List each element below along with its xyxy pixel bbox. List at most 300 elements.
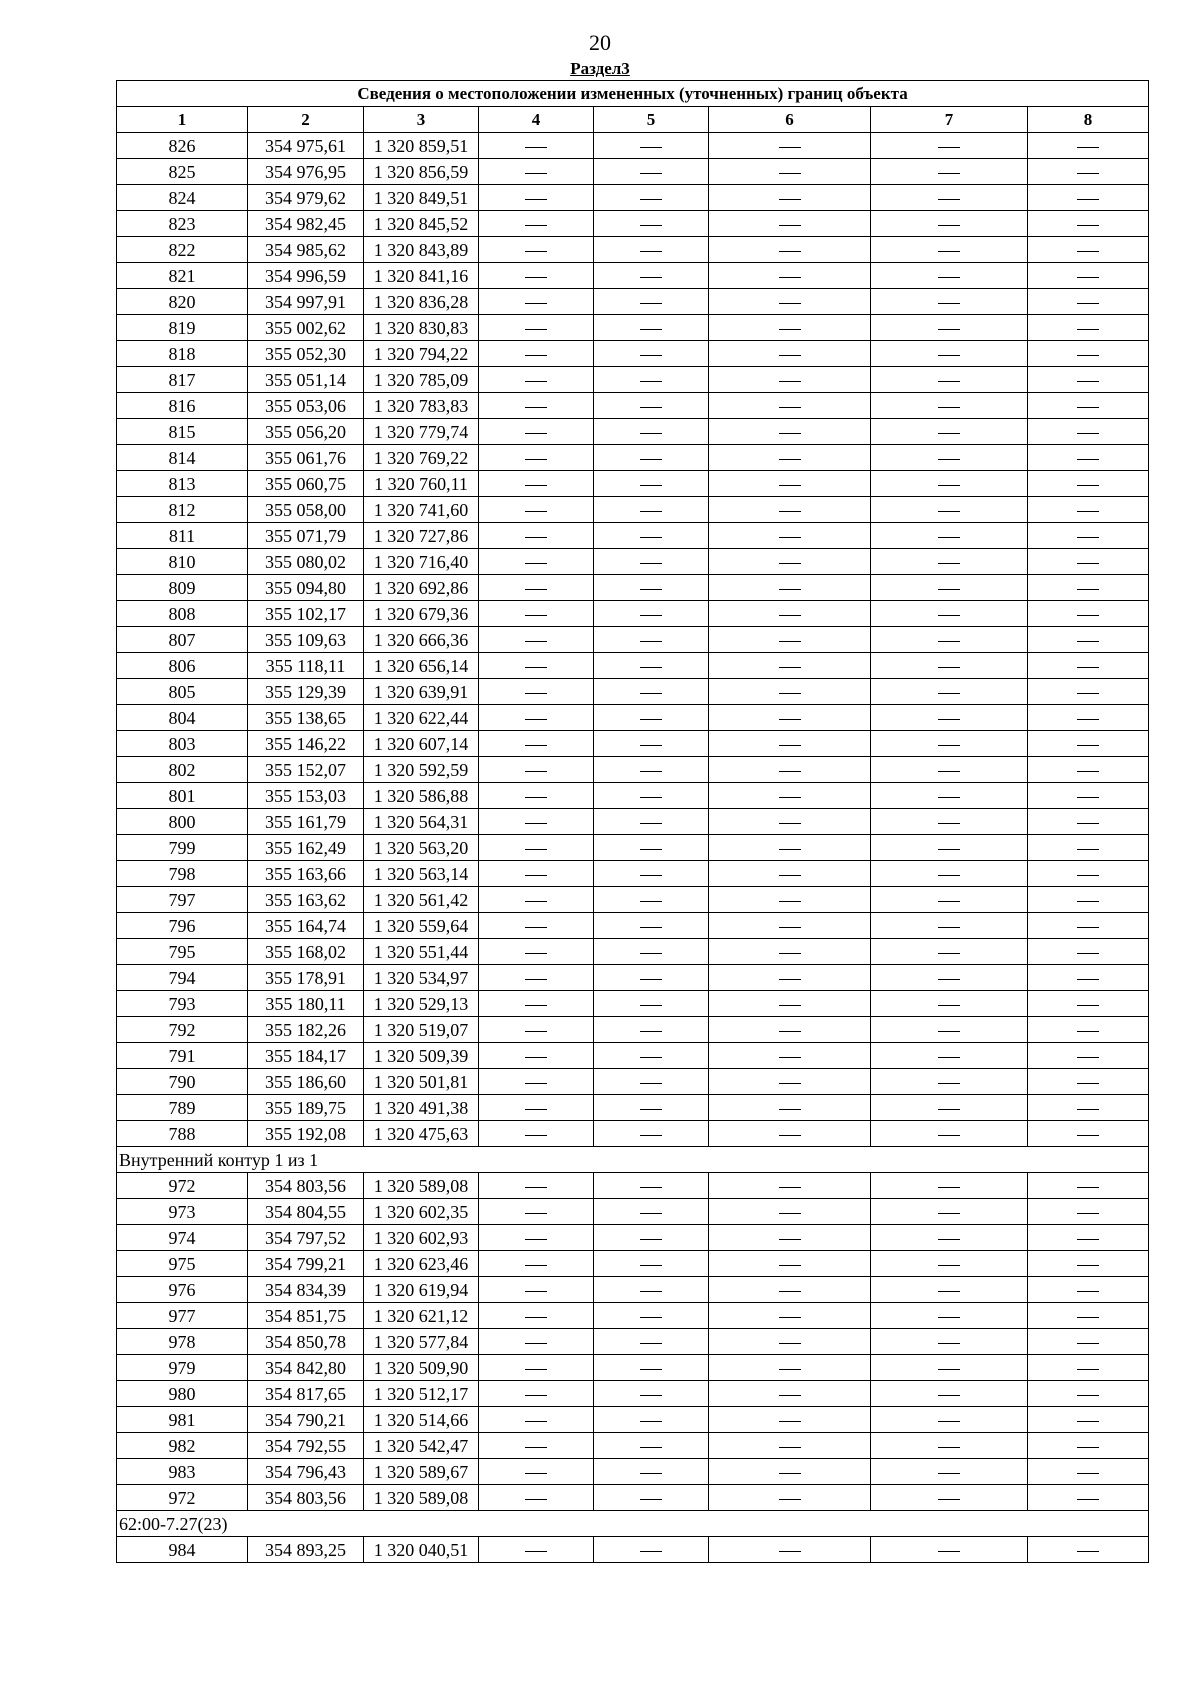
point-number-cell: 816 xyxy=(117,393,248,419)
dash-mark xyxy=(938,693,960,694)
dash-mark xyxy=(1077,1083,1099,1084)
x-coordinate-cell: 354 792,55 xyxy=(248,1433,364,1459)
dash-mark xyxy=(1077,511,1099,512)
point-number-cell: 805 xyxy=(117,679,248,705)
y-coordinate-cell: 1 320 779,74 xyxy=(364,419,479,445)
x-coordinate-cell: 355 192,08 xyxy=(248,1121,364,1147)
empty-value-cell xyxy=(871,601,1028,627)
dash-mark xyxy=(1077,433,1099,434)
point-number-cell: 978 xyxy=(117,1329,248,1355)
empty-value-cell xyxy=(594,991,709,1017)
empty-value-cell xyxy=(871,1407,1028,1433)
empty-value-cell xyxy=(1028,679,1149,705)
empty-value-cell xyxy=(1028,1121,1149,1147)
empty-value-cell xyxy=(871,1199,1028,1225)
dash-mark xyxy=(525,563,547,564)
table-row xyxy=(117,575,1149,601)
point-number-cell: 824 xyxy=(117,185,248,211)
x-coordinate-cell: 355 051,14 xyxy=(248,367,364,393)
dash-mark xyxy=(779,823,801,824)
point-number-cell: 817 xyxy=(117,367,248,393)
dash-mark xyxy=(938,1395,960,1396)
dash-mark xyxy=(1077,667,1099,668)
x-coordinate-cell: 354 975,61 xyxy=(248,133,364,159)
empty-value-cell xyxy=(594,783,709,809)
empty-value-cell xyxy=(479,809,594,835)
empty-value-cell xyxy=(871,445,1028,471)
dash-mark xyxy=(938,745,960,746)
empty-value-cell xyxy=(709,393,871,419)
dash-mark xyxy=(640,329,662,330)
dash-mark xyxy=(938,537,960,538)
empty-value-cell xyxy=(1028,731,1149,757)
empty-value-cell xyxy=(871,1121,1028,1147)
empty-value-cell xyxy=(1028,497,1149,523)
y-coordinate-cell: 1 320 619,94 xyxy=(364,1277,479,1303)
dash-mark xyxy=(525,537,547,538)
empty-value-cell xyxy=(594,575,709,601)
empty-value-cell xyxy=(1028,1433,1149,1459)
point-number-cell: 982 xyxy=(117,1433,248,1459)
dash-mark xyxy=(779,875,801,876)
empty-value-cell xyxy=(594,861,709,887)
dash-mark xyxy=(1077,719,1099,720)
dash-mark xyxy=(1077,199,1099,200)
empty-value-cell xyxy=(594,1407,709,1433)
empty-value-cell xyxy=(709,497,871,523)
point-number-cell: 972 xyxy=(117,1173,248,1199)
empty-value-cell xyxy=(871,1173,1028,1199)
empty-value-cell xyxy=(479,783,594,809)
empty-value-cell xyxy=(479,419,594,445)
empty-value-cell xyxy=(479,1017,594,1043)
empty-value-cell xyxy=(871,731,1028,757)
dash-mark xyxy=(938,875,960,876)
dash-mark xyxy=(640,901,662,902)
empty-value-cell xyxy=(594,1277,709,1303)
empty-value-cell xyxy=(479,1043,594,1069)
empty-value-cell xyxy=(594,445,709,471)
empty-value-cell xyxy=(871,1095,1028,1121)
dash-mark xyxy=(938,485,960,486)
empty-value-cell xyxy=(709,367,871,393)
empty-value-cell xyxy=(1028,757,1149,783)
dash-mark xyxy=(525,199,547,200)
dash-mark xyxy=(640,407,662,408)
empty-value-cell xyxy=(871,965,1028,991)
point-number-cell: 799 xyxy=(117,835,248,861)
empty-value-cell xyxy=(479,393,594,419)
dash-mark xyxy=(1077,1265,1099,1266)
dash-mark xyxy=(1077,1317,1099,1318)
dash-mark xyxy=(779,1109,801,1110)
dash-mark xyxy=(1077,1473,1099,1474)
dash-mark xyxy=(1077,173,1099,174)
table-row xyxy=(117,445,1149,471)
point-number-cell: 803 xyxy=(117,731,248,757)
x-coordinate-cell: 355 186,60 xyxy=(248,1069,364,1095)
x-coordinate-cell: 355 102,17 xyxy=(248,601,364,627)
dash-mark xyxy=(938,147,960,148)
y-coordinate-cell: 1 320 563,14 xyxy=(364,861,479,887)
empty-value-cell xyxy=(709,679,871,705)
empty-value-cell xyxy=(594,1225,709,1251)
empty-value-cell xyxy=(709,549,871,575)
dash-mark xyxy=(640,1317,662,1318)
point-number-cell: 811 xyxy=(117,523,248,549)
x-coordinate-cell: 354 976,95 xyxy=(248,159,364,185)
dash-mark xyxy=(640,1109,662,1110)
empty-value-cell xyxy=(479,471,594,497)
dash-mark xyxy=(640,1499,662,1500)
dash-mark xyxy=(525,329,547,330)
dash-mark xyxy=(525,615,547,616)
empty-value-cell xyxy=(709,809,871,835)
empty-value-cell xyxy=(709,1407,871,1433)
point-number-cell: 798 xyxy=(117,861,248,887)
empty-value-cell xyxy=(709,653,871,679)
y-coordinate-cell: 1 320 769,22 xyxy=(364,445,479,471)
empty-value-cell xyxy=(594,1355,709,1381)
empty-value-cell xyxy=(479,861,594,887)
y-coordinate-cell: 1 320 475,63 xyxy=(364,1121,479,1147)
dash-mark xyxy=(1077,875,1099,876)
empty-value-cell xyxy=(709,445,871,471)
caption-row xyxy=(117,81,1149,107)
empty-value-cell xyxy=(594,887,709,913)
dash-mark xyxy=(640,875,662,876)
empty-value-cell xyxy=(709,211,871,237)
empty-value-cell xyxy=(1028,1537,1149,1563)
point-number-cell: 802 xyxy=(117,757,248,783)
y-coordinate-cell: 1 320 794,22 xyxy=(364,341,479,367)
dash-mark xyxy=(938,1057,960,1058)
y-coordinate-cell: 1 320 856,59 xyxy=(364,159,479,185)
dash-mark xyxy=(525,225,547,226)
empty-value-cell xyxy=(709,1069,871,1095)
dash-mark xyxy=(938,1135,960,1136)
dash-mark xyxy=(640,147,662,148)
x-coordinate-cell: 355 180,11 xyxy=(248,991,364,1017)
table-row xyxy=(117,1069,1149,1095)
empty-value-cell xyxy=(709,237,871,263)
empty-value-cell xyxy=(479,1459,594,1485)
empty-value-cell xyxy=(709,1303,871,1329)
table-row xyxy=(117,289,1149,315)
dash-mark xyxy=(525,251,547,252)
dash-mark xyxy=(938,1291,960,1292)
column-header: 2 xyxy=(248,107,364,133)
dash-mark xyxy=(779,719,801,720)
x-coordinate-cell: 354 804,55 xyxy=(248,1199,364,1225)
dash-mark xyxy=(1077,459,1099,460)
x-coordinate-cell: 355 153,03 xyxy=(248,783,364,809)
dash-mark xyxy=(779,745,801,746)
table-row xyxy=(117,419,1149,445)
table-row xyxy=(117,809,1149,835)
dash-mark xyxy=(938,1083,960,1084)
y-coordinate-cell: 1 320 692,86 xyxy=(364,575,479,601)
y-coordinate-cell: 1 320 514,66 xyxy=(364,1407,479,1433)
dash-mark xyxy=(779,329,801,330)
table-row xyxy=(117,1173,1149,1199)
empty-value-cell xyxy=(709,731,871,757)
y-coordinate-cell: 1 320 849,51 xyxy=(364,185,479,211)
x-coordinate-cell: 355 184,17 xyxy=(248,1043,364,1069)
empty-value-cell xyxy=(871,1355,1028,1381)
y-coordinate-cell: 1 320 534,97 xyxy=(364,965,479,991)
dash-mark xyxy=(640,771,662,772)
empty-value-cell xyxy=(871,133,1028,159)
y-coordinate-cell: 1 320 040,51 xyxy=(364,1537,479,1563)
dash-mark xyxy=(938,381,960,382)
table-row xyxy=(117,133,1149,159)
table-row xyxy=(117,1485,1149,1511)
x-coordinate-cell: 354 996,59 xyxy=(248,263,364,289)
dash-mark xyxy=(779,1369,801,1370)
empty-value-cell xyxy=(1028,705,1149,731)
dash-mark xyxy=(640,511,662,512)
dash-mark xyxy=(640,693,662,694)
table-row xyxy=(117,549,1149,575)
y-coordinate-cell: 1 320 592,59 xyxy=(364,757,479,783)
dash-mark xyxy=(1077,1187,1099,1188)
table-row xyxy=(117,705,1149,731)
empty-value-cell xyxy=(709,757,871,783)
empty-value-cell xyxy=(479,887,594,913)
empty-value-cell xyxy=(1028,211,1149,237)
dash-mark xyxy=(779,381,801,382)
table-row xyxy=(117,341,1149,367)
empty-value-cell xyxy=(479,731,594,757)
empty-value-cell xyxy=(1028,991,1149,1017)
x-coordinate-cell: 354 796,43 xyxy=(248,1459,364,1485)
dash-mark xyxy=(525,797,547,798)
dash-mark xyxy=(525,1239,547,1240)
y-coordinate-cell: 1 320 679,36 xyxy=(364,601,479,627)
dash-mark xyxy=(1077,1031,1099,1032)
empty-value-cell xyxy=(479,1225,594,1251)
dash-mark xyxy=(640,173,662,174)
table-row xyxy=(117,1251,1149,1277)
dash-mark xyxy=(525,511,547,512)
dash-mark xyxy=(938,1317,960,1318)
dash-mark xyxy=(779,1317,801,1318)
dash-mark xyxy=(938,849,960,850)
empty-value-cell xyxy=(594,211,709,237)
empty-value-cell xyxy=(1028,471,1149,497)
table-row xyxy=(117,991,1149,1017)
y-coordinate-cell: 1 320 666,36 xyxy=(364,627,479,653)
point-number-cell: 800 xyxy=(117,809,248,835)
y-coordinate-cell: 1 320 841,16 xyxy=(364,263,479,289)
table-row xyxy=(117,913,1149,939)
empty-value-cell xyxy=(1028,1485,1149,1511)
empty-value-cell xyxy=(479,497,594,523)
point-number-cell: 797 xyxy=(117,887,248,913)
x-coordinate-cell: 355 052,30 xyxy=(248,341,364,367)
dash-mark xyxy=(1077,329,1099,330)
empty-value-cell xyxy=(709,965,871,991)
point-number-cell: 984 xyxy=(117,1537,248,1563)
dash-mark xyxy=(1077,381,1099,382)
dash-mark xyxy=(779,199,801,200)
dash-mark xyxy=(640,1005,662,1006)
dash-mark xyxy=(938,1421,960,1422)
dash-mark xyxy=(1077,1057,1099,1058)
x-coordinate-cell: 355 164,74 xyxy=(248,913,364,939)
table-row xyxy=(117,1433,1149,1459)
y-coordinate-cell: 1 320 785,09 xyxy=(364,367,479,393)
dash-mark xyxy=(938,1187,960,1188)
y-coordinate-cell: 1 320 559,64 xyxy=(364,913,479,939)
empty-value-cell xyxy=(1028,289,1149,315)
empty-value-cell xyxy=(709,1537,871,1563)
point-number-cell: 973 xyxy=(117,1199,248,1225)
dash-mark xyxy=(779,511,801,512)
table-row xyxy=(117,523,1149,549)
dash-mark xyxy=(779,537,801,538)
y-coordinate-cell: 1 320 529,13 xyxy=(364,991,479,1017)
dash-mark xyxy=(525,927,547,928)
empty-value-cell xyxy=(1028,1329,1149,1355)
empty-value-cell xyxy=(479,1095,594,1121)
dash-mark xyxy=(525,901,547,902)
dash-mark xyxy=(1077,277,1099,278)
empty-value-cell xyxy=(871,549,1028,575)
dash-mark xyxy=(640,381,662,382)
empty-value-cell xyxy=(871,1303,1028,1329)
dash-mark xyxy=(525,1005,547,1006)
empty-value-cell xyxy=(479,705,594,731)
group-label: 62:00-7.27(23) xyxy=(117,1511,1149,1537)
empty-value-cell xyxy=(594,809,709,835)
dash-mark xyxy=(938,303,960,304)
empty-value-cell xyxy=(594,939,709,965)
empty-value-cell xyxy=(1028,185,1149,211)
column-header: 7 xyxy=(871,107,1028,133)
y-coordinate-cell: 1 320 621,12 xyxy=(364,1303,479,1329)
dash-mark xyxy=(779,147,801,148)
dash-mark xyxy=(1077,1447,1099,1448)
empty-value-cell xyxy=(871,1537,1028,1563)
empty-value-cell xyxy=(871,1459,1028,1485)
empty-value-cell xyxy=(479,1433,594,1459)
dash-mark xyxy=(779,1005,801,1006)
dash-mark xyxy=(640,1265,662,1266)
dash-mark xyxy=(779,953,801,954)
y-coordinate-cell: 1 320 512,17 xyxy=(364,1381,479,1407)
y-coordinate-cell: 1 320 836,28 xyxy=(364,289,479,315)
x-coordinate-cell: 354 803,56 xyxy=(248,1173,364,1199)
empty-value-cell xyxy=(871,315,1028,341)
empty-value-cell xyxy=(871,913,1028,939)
empty-value-cell xyxy=(594,1433,709,1459)
point-number-cell: 826 xyxy=(117,133,248,159)
table-row xyxy=(117,185,1149,211)
empty-value-cell xyxy=(479,939,594,965)
dash-mark xyxy=(640,641,662,642)
dash-mark xyxy=(640,485,662,486)
empty-value-cell xyxy=(1028,367,1149,393)
dash-mark xyxy=(938,1551,960,1552)
empty-value-cell xyxy=(479,757,594,783)
table-row xyxy=(117,393,1149,419)
y-coordinate-cell: 1 320 639,91 xyxy=(364,679,479,705)
dash-mark xyxy=(525,1057,547,1058)
empty-value-cell xyxy=(709,263,871,289)
dash-mark xyxy=(1077,1343,1099,1344)
dash-mark xyxy=(525,1499,547,1500)
empty-value-cell xyxy=(709,1277,871,1303)
dash-mark xyxy=(779,1395,801,1396)
dash-mark xyxy=(1077,849,1099,850)
dash-mark xyxy=(938,511,960,512)
point-number-cell: 975 xyxy=(117,1251,248,1277)
empty-value-cell xyxy=(594,1043,709,1069)
table-row xyxy=(117,601,1149,627)
empty-value-cell xyxy=(709,159,871,185)
dash-mark xyxy=(525,693,547,694)
dash-mark xyxy=(640,1421,662,1422)
section-title: Раздел3 xyxy=(570,59,630,78)
empty-value-cell xyxy=(594,835,709,861)
dash-mark xyxy=(938,953,960,954)
empty-value-cell xyxy=(594,1121,709,1147)
dash-mark xyxy=(640,1187,662,1188)
dash-mark xyxy=(1077,1395,1099,1396)
dash-mark xyxy=(525,1551,547,1552)
empty-value-cell xyxy=(479,445,594,471)
dash-mark xyxy=(525,277,547,278)
empty-value-cell xyxy=(1028,575,1149,601)
dash-mark xyxy=(525,173,547,174)
empty-value-cell xyxy=(1028,1381,1149,1407)
empty-value-cell xyxy=(871,1329,1028,1355)
y-coordinate-cell: 1 320 602,35 xyxy=(364,1199,479,1225)
dash-mark xyxy=(1077,1421,1099,1422)
point-number-cell: 820 xyxy=(117,289,248,315)
y-coordinate-cell: 1 320 509,90 xyxy=(364,1355,479,1381)
dash-mark xyxy=(779,173,801,174)
table-row xyxy=(117,835,1149,861)
point-number-cell: 801 xyxy=(117,783,248,809)
empty-value-cell xyxy=(479,185,594,211)
y-coordinate-cell: 1 320 589,08 xyxy=(364,1173,479,1199)
empty-value-cell xyxy=(594,341,709,367)
empty-value-cell xyxy=(871,991,1028,1017)
point-number-cell: 813 xyxy=(117,471,248,497)
empty-value-cell xyxy=(709,627,871,653)
dash-mark xyxy=(779,407,801,408)
dash-mark xyxy=(779,771,801,772)
y-coordinate-cell: 1 320 716,40 xyxy=(364,549,479,575)
empty-value-cell xyxy=(709,1329,871,1355)
column-header: 5 xyxy=(594,107,709,133)
dash-mark xyxy=(779,459,801,460)
empty-value-cell xyxy=(871,653,1028,679)
dash-mark xyxy=(640,849,662,850)
x-coordinate-cell: 355 163,62 xyxy=(248,887,364,913)
point-number-cell: 788 xyxy=(117,1121,248,1147)
empty-value-cell xyxy=(479,133,594,159)
empty-value-cell xyxy=(479,913,594,939)
y-coordinate-cell: 1 320 564,31 xyxy=(364,809,479,835)
table-row xyxy=(117,367,1149,393)
dash-mark xyxy=(938,771,960,772)
table-row xyxy=(117,1355,1149,1381)
point-number-cell: 979 xyxy=(117,1355,248,1381)
